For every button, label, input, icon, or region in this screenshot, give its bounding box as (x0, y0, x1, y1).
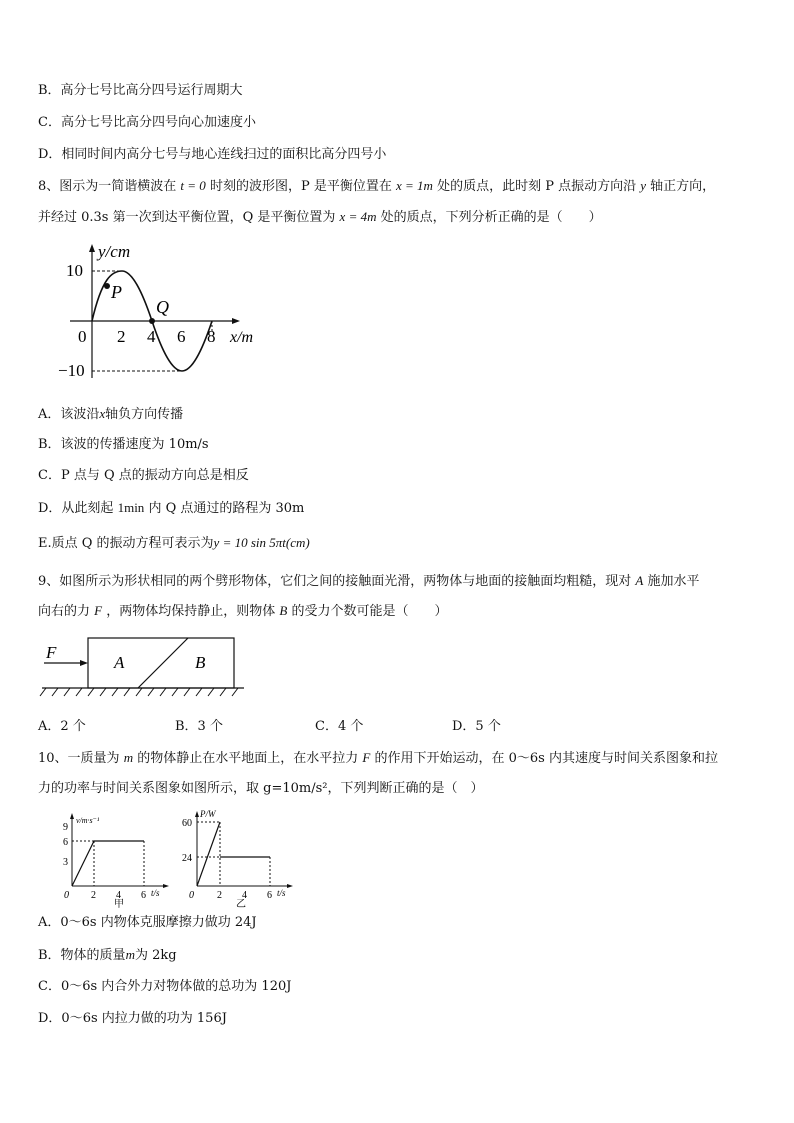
point-p-marker (104, 283, 110, 289)
q9-option-c: C．4 个 (315, 719, 364, 734)
pt-x-tick-0: 0 (189, 890, 194, 901)
pt-x-label: t/s (277, 888, 286, 898)
q10-option-c: C．0～6s 内合外力对物体做的总功为 120J (38, 979, 292, 994)
pt-y-tick-60: 60 (182, 818, 192, 829)
q8-option-e: E.质点 Q 的振动方程可表示为y = 10 sin 5πt(cm) (38, 535, 310, 551)
velocity-time-graph (58, 812, 173, 910)
wave-y-arrow-icon (89, 244, 95, 252)
pt-x-arrow-icon (287, 884, 293, 888)
pt-x-tick-2: 2 (217, 890, 222, 901)
q9-option-d: D．5 个 (452, 719, 501, 734)
q8-option-c: C．P 点与 Q 点的振动方向总是相反 (38, 468, 249, 483)
vt-x-arrow-icon (163, 884, 169, 888)
q10-stem-line-1: 10、一质量为 m 的物体静止在水平地面上，在水平拉力 F 的作用下开始运动，在 0～6s 内其速度与时间关系图象和拉 (38, 750, 718, 766)
pt-x-tick-6: 6 (267, 890, 272, 901)
wave-y-label: y/cm (98, 242, 131, 261)
q10-option-a: A．0～6s 内物体克服摩擦力做功 24J (38, 915, 257, 930)
q8-stem-line-1: 8、图示为一简谐横波在 t = 0 时刻的波形图，P 是平衡位置在 x = 1m 处的质点，此时刻 P 点振动方向沿 y 轴正方向， (38, 178, 716, 194)
q10-option-d: D．0～6s 内拉力做的功为 156J (38, 1011, 227, 1026)
vt-caption: 甲 (114, 899, 124, 910)
vt-y-label: v/m·s⁻¹ (76, 816, 100, 825)
pt-rising-line (197, 822, 220, 886)
q10-option-b: B．物体的质量m为 2kg (38, 947, 177, 963)
q7-option-b: B．高分七号比高分四号运行周期大 (38, 83, 243, 98)
pt-y-arrow-icon (195, 811, 199, 817)
vt-y-tick-3: 3 (63, 857, 68, 868)
q8-stem-line-2: 并经过 0.3s 第一次到达平衡位置，Q 是平衡位置为 x = 4m 处的质点，下列分析正确的是（ ） (38, 209, 602, 225)
wave-x-arrow-icon (232, 318, 240, 324)
pt-y-label: P/W (200, 809, 216, 819)
vt-y-tick-6: 6 (63, 837, 68, 848)
wave-y-tick-neg10: −10 (58, 361, 85, 380)
vt-y-arrow-icon (70, 813, 74, 819)
blocks-outline (88, 638, 234, 688)
q9-stem-line-1: 9、如图所示为形状相同的两个劈形物体，它们之间的接触面光滑，两物体与地面的接触面均粗糙，现对 A 施加水平 (38, 573, 700, 589)
q9-stem-line-2: 向右的力 F ，两物体均保持静止，则物体 B 的受力个数可能是（ ） (38, 603, 448, 619)
pt-x-tick-4: 4 (242, 890, 247, 901)
wave-x-tick-0: 0 (78, 327, 87, 346)
wave-x-label: x/m (230, 329, 254, 346)
wave-x-tick-2: 2 (117, 327, 126, 346)
vt-curve (72, 841, 144, 886)
point-q-marker (149, 318, 155, 324)
vt-x-label: t/s (151, 888, 160, 898)
q9-option-a: A．2 个 (38, 719, 86, 734)
vt-x-tick-0: 0 (64, 890, 69, 901)
q8-option-b: B．该波的传播速度为 10m/s (38, 437, 209, 452)
q9-option-b: B．3 个 (175, 719, 223, 734)
point-p-label: P (111, 282, 122, 302)
block-b-label: B (195, 653, 206, 672)
wave-graph (50, 238, 280, 388)
wave-x-tick-8: 8 (207, 327, 216, 346)
force-arrow-head-icon (80, 660, 88, 666)
q7-option-c: C．高分七号比高分四号向心加速度小 (38, 115, 256, 130)
vt-y-tick-9: 9 (63, 822, 68, 833)
vt-x-tick-4: 4 (116, 890, 121, 901)
q7-option-d: D．相同时间内高分七号与地心连线扫过的面积比高分四号小 (38, 147, 387, 162)
ground-hatching (40, 688, 238, 696)
wedge-diagram (38, 636, 248, 700)
vt-x-tick-6: 6 (141, 890, 146, 901)
vt-x-tick-2: 2 (91, 890, 96, 901)
block-a-label: A (114, 653, 125, 672)
pt-caption: 乙 (236, 899, 246, 910)
wave-x-tick-6: 6 (177, 327, 186, 346)
q8-option-a: A．该波沿x轴负方向传播 (38, 406, 184, 422)
q8-option-d: D．从此刻起 1min 内 Q 点通过的路程为 30m (38, 500, 305, 516)
force-label: F (46, 643, 57, 662)
q10-stem-line-2: 力的功率与时间关系图象如图所示，取 g=10m/s²，下列判断正确的是（ ） (38, 781, 484, 796)
wedge-contact-line (138, 638, 188, 688)
point-q-label: Q (156, 297, 169, 317)
wave-x-tick-4: 4 (147, 327, 156, 346)
wave-y-tick-10: 10 (66, 261, 83, 280)
pt-y-tick-24: 24 (182, 853, 192, 864)
power-time-graph (180, 806, 295, 910)
